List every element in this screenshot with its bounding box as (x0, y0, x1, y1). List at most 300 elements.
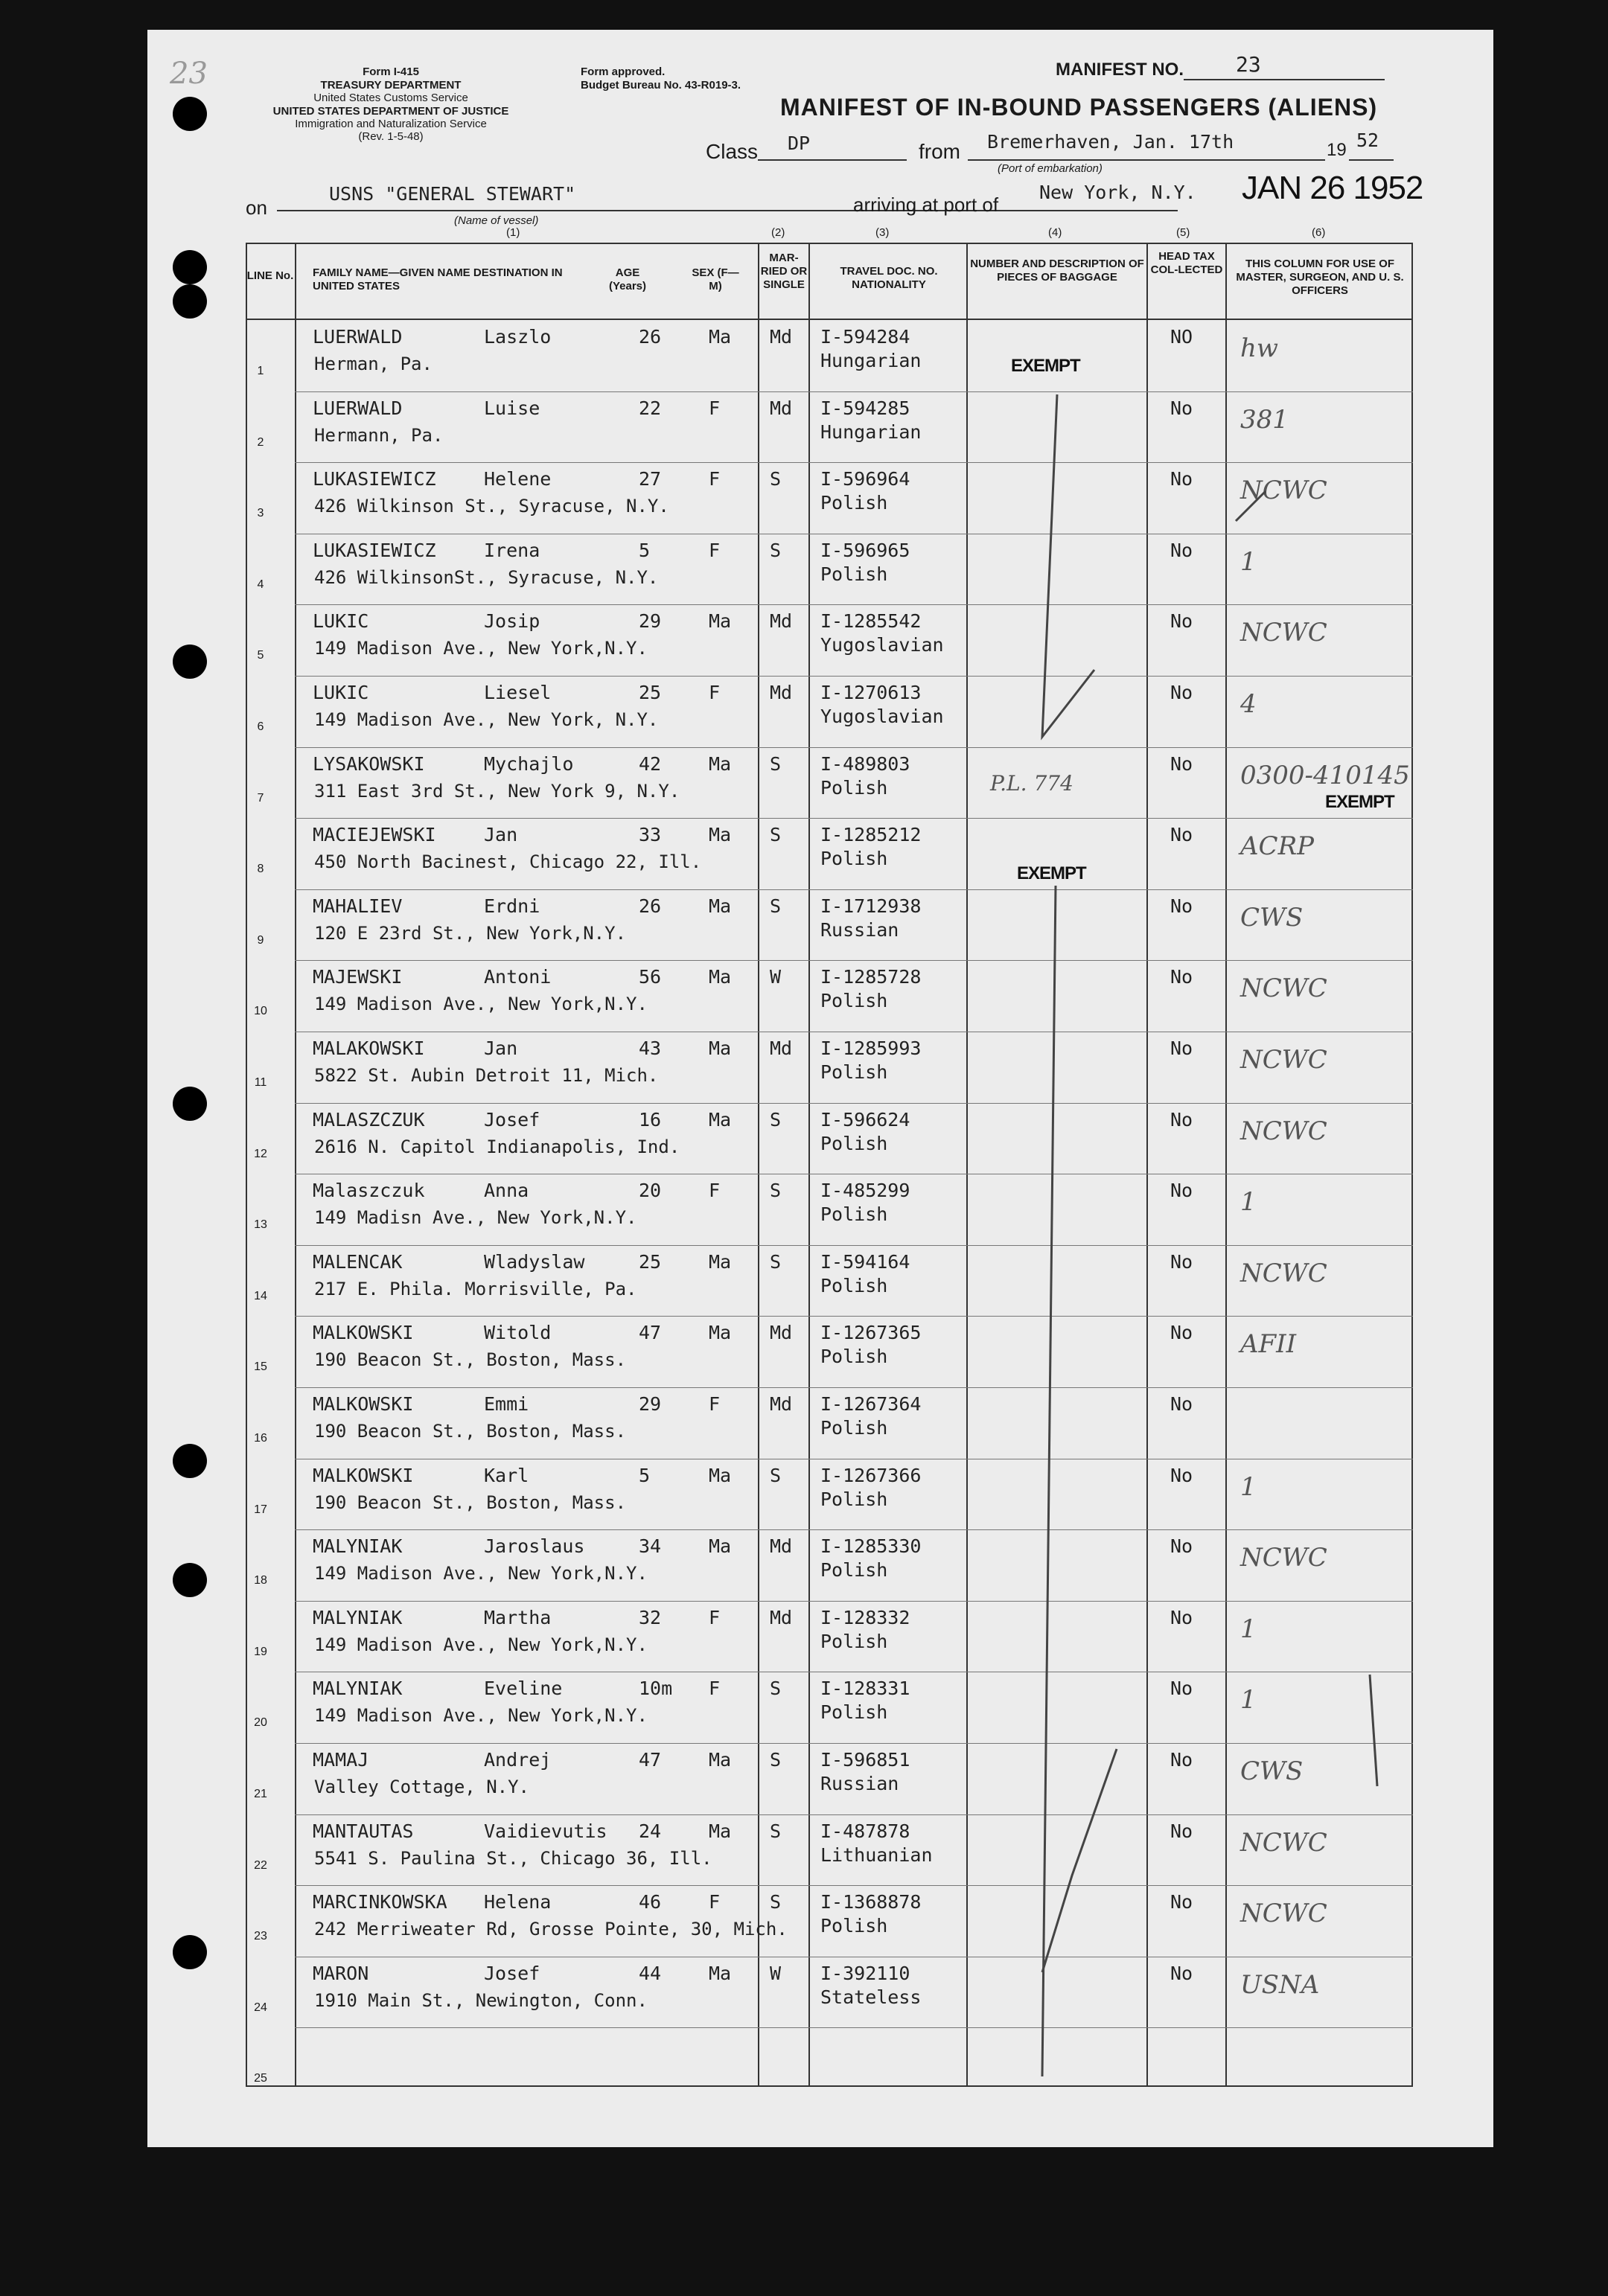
header-line: LINE No. (246, 269, 294, 282)
destination: 450 North Bacinest, Chicago 22, Ill. (314, 851, 702, 872)
destination: 120 E 23rd St., New York,N.Y. (314, 923, 627, 944)
age: 25 (639, 682, 662, 703)
marital-status: S (770, 1749, 782, 1771)
marital-status: S (770, 824, 782, 845)
family-name: MANTAUTAS (313, 1820, 414, 1842)
age: 56 (639, 966, 662, 988)
sex: Ma (709, 753, 732, 775)
travel-doc-no: I-489803 (820, 753, 910, 775)
destination: 149 Madison Ave., New York,N.Y. (314, 994, 648, 1014)
head-tax: No (1170, 610, 1193, 632)
head-tax: NO (1170, 326, 1193, 348)
officer-note: 1 (1240, 547, 1257, 577)
nationality: Polish (820, 1133, 888, 1154)
on-label: on (246, 196, 267, 219)
head-tax: No (1170, 540, 1193, 561)
officer-note: NCWC (1240, 1259, 1327, 1288)
head-tax: No (1170, 1180, 1193, 1201)
age: 46 (639, 1891, 662, 1913)
age: 25 (639, 1251, 662, 1273)
travel-doc-no: I-128332 (820, 1607, 910, 1628)
marital-status: S (770, 540, 782, 561)
line-number: 4 (257, 578, 264, 591)
destination: Herman, Pa. (314, 354, 433, 374)
line-number: 14 (254, 1290, 267, 1302)
nationality: Polish (820, 1915, 888, 1937)
line-number: 2 (257, 436, 264, 449)
family-name: MARCINKOWSKA (313, 1891, 447, 1913)
header-officers: THIS COLUMN FOR USE OF MASTER, SURGEON, AND U. S. OFFICERS (1236, 258, 1404, 297)
line-number: 11 (254, 1076, 267, 1089)
head-tax: No (1170, 1393, 1193, 1415)
officer-note: NCWC (1240, 1543, 1327, 1573)
baggage-note-pl: P.L. 774 (990, 771, 1073, 796)
destination: 1910 Main St., Newington, Conn. (314, 1990, 648, 2011)
family-name: LUERWALD (313, 326, 403, 348)
sex: F (709, 540, 721, 561)
destination: 149 Madison Ave., New York,N.Y. (314, 1634, 648, 1655)
page-title: MANIFEST OF IN-BOUND PASSENGERS (ALIENS) (780, 94, 1378, 121)
class-value: DP (788, 132, 811, 154)
age: 5 (639, 1465, 651, 1486)
given-name: Anna (484, 1180, 529, 1201)
nationality: Russian (820, 1773, 899, 1794)
header-baggage: NUMBER AND DESCRIPTION OF PIECES OF BAGGAGE (970, 258, 1144, 284)
family-name: MAHALIEV (313, 895, 403, 917)
nationality: Polish (820, 990, 888, 1011)
given-name: Andrej (484, 1749, 552, 1771)
sex: Ma (709, 824, 732, 845)
marital-status: S (770, 1251, 782, 1273)
given-name: Helene (484, 468, 552, 490)
manifest-no-label: MANIFEST NO. (1056, 60, 1184, 80)
col-num-5: (5) (1176, 226, 1190, 239)
given-name: Wladyslaw (484, 1251, 585, 1273)
given-name: Martha (484, 1607, 552, 1628)
officer-note: CWS (1240, 903, 1304, 933)
form-approved: Form approved. (581, 65, 666, 78)
destination: 426 Wilkinson St., Syracuse, N.Y. (314, 496, 669, 517)
marital-status: Md (770, 1322, 793, 1343)
travel-doc-no: I-128331 (820, 1678, 910, 1699)
sex: F (709, 468, 721, 490)
nationality: Polish (820, 1275, 888, 1296)
col-num-4: (4) (1048, 226, 1062, 239)
dept-justice: UNITED STATES DEPARTMENT OF JUSTICE (272, 105, 509, 118)
marital-status: Md (770, 1393, 793, 1415)
nationality: Russian (820, 919, 899, 941)
marital-status: Md (770, 610, 793, 632)
destination: 190 Beacon St., Boston, Mass. (314, 1349, 627, 1370)
destination: Hermann, Pa. (314, 425, 444, 446)
family-name: LUKASIEWICZ (313, 468, 436, 490)
line-number: 10 (254, 1005, 267, 1017)
given-name: Jan (484, 824, 518, 845)
nationality: Polish (820, 1488, 888, 1510)
head-tax: No (1170, 397, 1193, 419)
nationality: Polish (820, 1346, 888, 1367)
officer-note: NCWC (1240, 476, 1327, 505)
officer-note: NCWC (1240, 1899, 1327, 1928)
class-label: Class (706, 140, 759, 163)
family-name: MALASZCZUK (313, 1109, 425, 1131)
budget-bureau: Budget Bureau No. 43-R019-3. (581, 79, 741, 92)
given-name: Karl (484, 1465, 529, 1486)
destination: 5822 St. Aubin Detroit 11, Mich. (314, 1065, 659, 1086)
sex: Ma (709, 610, 732, 632)
family-name: MALKOWSKI (313, 1322, 414, 1343)
age: 10m (639, 1678, 673, 1699)
travel-doc-no: I-1285542 (820, 610, 922, 632)
marital-status: W (770, 1963, 782, 1984)
col-num-3: (3) (875, 226, 890, 239)
officer-note: NCWC (1240, 618, 1327, 647)
header-married: MAR-RIED OR SINGLE (760, 252, 808, 291)
nationality: Lithuanian (820, 1844, 933, 1866)
family-name: MARON (313, 1963, 369, 1984)
marital-status: S (770, 895, 782, 917)
family-name: LUKIC (313, 682, 369, 703)
marital-status: S (770, 1820, 782, 1842)
travel-doc-no: I-1267364 (820, 1393, 922, 1415)
officer-note: NCWC (1240, 1045, 1327, 1075)
head-tax: No (1170, 1037, 1193, 1059)
marital-status: S (770, 1891, 782, 1913)
age: 24 (639, 1820, 662, 1842)
line-number: 8 (257, 863, 264, 875)
marital-status: S (770, 1180, 782, 1201)
vessel-note: (Name of vessel) (454, 214, 539, 227)
given-name: Luise (484, 397, 540, 419)
nationality: Stateless (820, 1986, 922, 2008)
head-tax: No (1170, 895, 1193, 917)
nationality: Polish (820, 1203, 888, 1225)
travel-doc-no: I-1285993 (820, 1037, 922, 1059)
given-name: Josef (484, 1963, 540, 1984)
travel-doc-no: I-1285728 (820, 966, 922, 988)
marital-status: S (770, 468, 782, 490)
nationality: Polish (820, 848, 888, 869)
travel-doc-no: I-1285212 (820, 824, 922, 845)
destination: 311 East 3rd St., New York 9, N.Y. (314, 781, 680, 802)
nationality: Polish (820, 1701, 888, 1723)
given-name: Emmi (484, 1393, 529, 1415)
family-name: MACIEJEWSKI (313, 824, 436, 845)
sex: Ma (709, 326, 732, 348)
line-number: 24 (254, 2001, 267, 2014)
head-tax: No (1170, 753, 1193, 775)
officer-note: 4 (1240, 689, 1257, 719)
given-name: Eveline (484, 1678, 563, 1699)
officer-note: AFII (1240, 1329, 1297, 1359)
family-name: MALYNIAK (313, 1678, 403, 1699)
age: 47 (639, 1749, 662, 1771)
form-number: Form I-415 (363, 65, 419, 78)
sex: Ma (709, 895, 732, 917)
line-number: 13 (254, 1218, 267, 1231)
age: 5 (639, 540, 651, 561)
sex: Ma (709, 966, 732, 988)
head-tax: No (1170, 1251, 1193, 1273)
family-name: LYSAKOWSKI (313, 753, 425, 775)
destination: 426 WilkinsonSt., Syracuse, N.Y. (314, 567, 659, 588)
family-name: LUKASIEWICZ (313, 540, 436, 561)
col-num-2: (2) (771, 226, 785, 239)
travel-doc-no: I-1270613 (820, 682, 922, 703)
travel-doc-no: I-487878 (820, 1820, 910, 1842)
head-tax: No (1170, 1109, 1193, 1131)
destination: 242 Merriweater Rd, Grosse Pointe, 30, Mich. (314, 1919, 788, 1940)
family-name: MALKOWSKI (313, 1465, 414, 1486)
officer-note: 1 (1240, 1685, 1257, 1715)
manifest-no: 23 (1236, 52, 1261, 77)
destination: 190 Beacon St., Boston, Mass. (314, 1492, 627, 1513)
header-name: FAMILY NAME—GIVEN NAME DESTINATION IN UNITED STATES (313, 266, 563, 292)
line-number: 22 (254, 1859, 267, 1872)
exempt-stamp: EXEMPT (1017, 863, 1086, 883)
sex: Ma (709, 1037, 732, 1059)
given-name: Jaroslaus (484, 1535, 585, 1557)
destination: 149 Madison Ave., New York, N.Y. (314, 709, 659, 730)
age: 43 (639, 1037, 662, 1059)
head-tax: No (1170, 824, 1193, 845)
family-name: MALKOWSKI (313, 1393, 414, 1415)
header-sex: SEX (F—M) (692, 266, 739, 292)
travel-doc-no: I-392110 (820, 1963, 910, 1984)
head-tax: No (1170, 1820, 1193, 1842)
sex: Ma (709, 1963, 732, 1984)
nationality: Polish (820, 1631, 888, 1652)
line-number: 1 (257, 365, 264, 377)
corner-mark: 23 (170, 57, 208, 91)
line-number: 17 (254, 1503, 267, 1516)
exempt-stamp: EXEMPT (1325, 792, 1394, 812)
travel-doc-no: I-596624 (820, 1109, 910, 1131)
age: 33 (639, 824, 662, 845)
age: 29 (639, 1393, 662, 1415)
col-num-1: (1) (506, 226, 520, 239)
arrival-port: New York, N.Y. (1039, 182, 1196, 203)
head-tax: No (1170, 1678, 1193, 1699)
nationality: Polish (820, 777, 888, 799)
nationality: Polish (820, 563, 888, 585)
travel-doc-no: I-1285330 (820, 1535, 922, 1557)
vessel-name: USNS "GENERAL STEWART" (329, 183, 576, 205)
age: 29 (639, 610, 662, 632)
age: 47 (639, 1322, 662, 1343)
officer-note: NCWC (1240, 1828, 1327, 1858)
officer-note: 1 (1240, 1187, 1257, 1217)
port-embark-note: (Port of embarkation) (998, 162, 1103, 175)
nationality: Hungarian (820, 421, 922, 443)
age: 26 (639, 326, 662, 348)
dept-treasury: TREASURY DEPARTMENT (320, 79, 462, 92)
head-tax: No (1170, 1891, 1193, 1913)
marital-status: Md (770, 1535, 793, 1557)
given-name: Erdni (484, 895, 540, 917)
line-number: 9 (257, 934, 264, 947)
nationality: Yugoslavian (820, 634, 944, 656)
nationality: Polish (820, 492, 888, 514)
destination: 149 Madison Ave., New York,N.Y. (314, 1563, 648, 1584)
officer-note: 381 (1240, 405, 1289, 435)
dept-ins: Immigration and Naturalization Service (295, 118, 487, 130)
sex: Ma (709, 1109, 732, 1131)
travel-doc-no: I-596965 (820, 540, 910, 561)
head-tax: No (1170, 1322, 1193, 1343)
travel-doc-no: I-1368878 (820, 1891, 922, 1913)
sex: Ma (709, 1322, 732, 1343)
sex: Ma (709, 1820, 732, 1842)
travel-doc-no: I-596964 (820, 468, 910, 490)
marital-status: Md (770, 682, 793, 703)
travel-doc-no: I-594164 (820, 1251, 910, 1273)
marital-status: S (770, 1465, 782, 1486)
officer-note: CWS (1240, 1756, 1304, 1786)
nationality: Yugoslavian (820, 706, 944, 727)
marital-status: Md (770, 397, 793, 419)
family-name: LUKIC (313, 610, 369, 632)
head-tax: No (1170, 1465, 1193, 1486)
travel-doc-no: I-596851 (820, 1749, 910, 1771)
family-name: MALAKOWSKI (313, 1037, 425, 1059)
nationality: Polish (820, 1417, 888, 1439)
dept-customs: United States Customs Service (313, 92, 468, 104)
given-name: Mychajlo (484, 753, 574, 775)
family-name: MALYNIAK (313, 1607, 403, 1628)
age: 26 (639, 895, 662, 917)
destination: 190 Beacon St., Boston, Mass. (314, 1421, 627, 1442)
line-number: 20 (254, 1716, 267, 1729)
given-name: Josef (484, 1109, 540, 1131)
travel-doc-no: I-485299 (820, 1180, 910, 1201)
exempt-stamp: EXEMPT (1011, 356, 1080, 376)
line-number: 21 (254, 1788, 267, 1800)
year-prefix: 19 (1327, 140, 1347, 160)
given-name: Antoni (484, 966, 552, 988)
line-number: 25 (254, 2072, 267, 2085)
marital-status: S (770, 753, 782, 775)
travel-doc-no: I-594284 (820, 326, 910, 348)
head-tax: No (1170, 1535, 1193, 1557)
nationality: Polish (820, 1061, 888, 1083)
destination: 149 Madison Ave., New York,N.Y. (314, 1705, 648, 1726)
given-name: Irena (484, 540, 540, 561)
family-name: MAJEWSKI (313, 966, 403, 988)
head-tax: No (1170, 1749, 1193, 1771)
destination: 149 Madison Ave., New York,N.Y. (314, 638, 648, 659)
destination: 2616 N. Capitol Indianapolis, Ind. (314, 1136, 680, 1157)
travel-doc-no: I-1267366 (820, 1465, 922, 1486)
destination: 5541 S. Paulina St., Chicago 36, Ill. (314, 1848, 712, 1869)
travel-doc-no: I-1712938 (820, 895, 922, 917)
sex: F (709, 1678, 721, 1699)
nationality: Hungarian (820, 350, 922, 371)
officer-note: ACRP (1240, 831, 1315, 861)
sex: Ma (709, 1749, 732, 1771)
head-tax: No (1170, 468, 1193, 490)
from-label: from (919, 140, 960, 163)
sex: F (709, 1180, 721, 1201)
col-num-6: (6) (1312, 226, 1326, 239)
line-number: 23 (254, 1930, 267, 1942)
head-tax: No (1170, 1607, 1193, 1628)
given-name: Helena (484, 1891, 552, 1913)
given-name: Vaidievutis (484, 1820, 607, 1842)
age: 32 (639, 1607, 662, 1628)
line-number: 7 (257, 792, 264, 805)
officer-note: NCWC (1240, 1116, 1327, 1146)
year-value: 52 (1356, 129, 1379, 151)
family-name: LUERWALD (313, 397, 403, 419)
line-number: 6 (257, 720, 264, 733)
sex: F (709, 1393, 721, 1415)
officer-note: USNA (1240, 1970, 1320, 2000)
sex: Ma (709, 1465, 732, 1486)
sex: F (709, 1891, 721, 1913)
line-number: 19 (254, 1646, 267, 1658)
given-name: Jan (484, 1037, 518, 1059)
head-tax: No (1170, 1963, 1193, 1984)
arriving-label: arriving at port of (853, 194, 999, 216)
family-name: MAMAJ (313, 1749, 369, 1771)
officer-note: NCWC (1240, 973, 1327, 1003)
header-travel: TRAVEL DOC. NO. NATIONALITY (840, 265, 938, 291)
officer-note: hw (1240, 333, 1278, 363)
line-number: 12 (254, 1148, 267, 1160)
destination: Valley Cottage, N.Y. (314, 1777, 529, 1797)
family-name: MALYNIAK (313, 1535, 403, 1557)
family-name: MALENCAK (313, 1251, 403, 1273)
travel-doc-no: I-594285 (820, 397, 910, 419)
officer-note: 1 (1240, 1472, 1257, 1502)
arrival-date-stamp: JAN 26 1952 (1242, 170, 1423, 206)
given-name: Josip (484, 610, 540, 632)
sex: Ma (709, 1535, 732, 1557)
destination: 149 Madisn Ave., New York,N.Y. (314, 1207, 637, 1228)
sex: F (709, 682, 721, 703)
line-number: 5 (257, 649, 264, 662)
sex: F (709, 397, 721, 419)
head-tax: No (1170, 966, 1193, 988)
age: 16 (639, 1109, 662, 1131)
line-number: 15 (254, 1360, 267, 1373)
line-number: 18 (254, 1574, 267, 1587)
from-value: Bremerhaven, Jan. 17th (987, 131, 1234, 153)
age: 44 (639, 1963, 662, 1984)
nationality: Polish (820, 1559, 888, 1581)
line-number: 16 (254, 1432, 267, 1445)
age: 27 (639, 468, 662, 490)
family-name: Malaszczuk (313, 1180, 425, 1201)
age: 22 (639, 397, 662, 419)
age: 20 (639, 1180, 662, 1201)
head-tax: No (1170, 682, 1193, 703)
header-tax: HEAD TAX COL-LECTED (1150, 250, 1223, 276)
officer-note: 1 (1240, 1614, 1257, 1644)
rev-date: (Rev. 1-5-48) (358, 130, 424, 143)
marital-status: Md (770, 1607, 793, 1628)
line-number: 3 (257, 507, 264, 519)
header-age: AGE (Years) (608, 266, 647, 292)
age: 34 (639, 1535, 662, 1557)
marital-status: Md (770, 1037, 793, 1059)
marital-status: W (770, 966, 782, 988)
marital-status: Md (770, 326, 793, 348)
destination: 217 E. Phila. Morrisville, Pa. (314, 1279, 637, 1299)
officer-note: 0300-410145 (1240, 761, 1410, 790)
marital-status: S (770, 1109, 782, 1131)
